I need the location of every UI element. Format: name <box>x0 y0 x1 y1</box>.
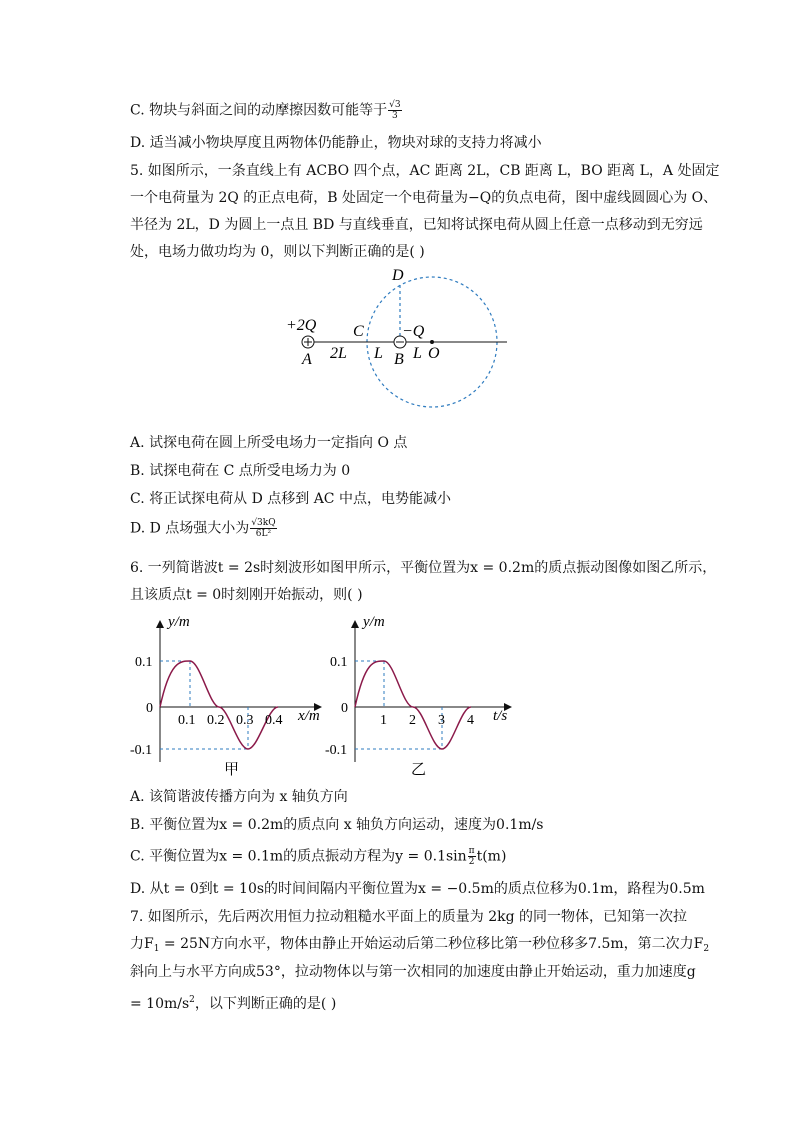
jia-tick-x-1: 0.1 <box>178 713 196 728</box>
q6-option-c-denominator: 2 <box>468 857 475 867</box>
yi-tick-x-1: 1 <box>380 713 387 728</box>
q6-option-c-fraction <box>468 846 476 867</box>
q5-option-d-fraction <box>250 518 276 539</box>
q5-label-b: B <box>394 351 404 368</box>
q5-figure <box>270 265 520 415</box>
q6-stem-line-1: 6. 一列简谐波t = 2s时刻波形如图甲所示，平衡位置为x = 0.2m的质点振动图像如图乙所示， <box>130 560 717 576</box>
q5-label-o: O <box>428 345 440 362</box>
yi-tick-x-4: 4 <box>467 713 474 728</box>
q4-option-c <box>130 100 700 121</box>
q6-option-b: B. 平衡位置为x = 0.2m的质点向 x 轴负方向运动，速度为0.1m/s <box>130 817 544 833</box>
q5-label-d: D <box>392 267 404 284</box>
q7-stem-4a: = 10m/s <box>130 996 190 1012</box>
q4-option-c-denominator: 3 <box>391 111 398 121</box>
q5-label-c: C <box>353 323 364 340</box>
yi-tick-x-3: 3 <box>438 713 445 728</box>
jia-tick-origin: 0 <box>146 701 153 716</box>
q6-option-c-text: C. 平衡位置为x = 0.1m的质点振动方程为y = 0.1sin <box>130 848 467 865</box>
q7-stem-line-2 <box>130 934 710 959</box>
q7-stem-4b: ，以下判断正确的是( ) <box>194 996 337 1012</box>
yi-xlabel: t/s <box>493 708 508 724</box>
jia-ylabel: y/m <box>168 614 190 630</box>
q7-stem-2-sub2: 2 <box>703 944 710 954</box>
q5-label-plus2q: +2Q <box>286 317 317 334</box>
q7-stem-2-sub1: 1 <box>153 944 160 954</box>
q6-graph-jia <box>130 612 330 782</box>
q6-option-a: A. 该简谐波传播方向为 x 轴负方向 <box>130 789 348 805</box>
q6-option-c-suffix: t(m) <box>476 848 507 865</box>
q5-label-l1: L <box>374 345 383 362</box>
q5-label-minusq: −Q <box>402 323 425 340</box>
q6-graph-yi <box>325 612 525 782</box>
q7-stem-2a: 力F <box>130 936 154 952</box>
q5-option-d-numerator: √3kQ <box>251 518 276 528</box>
q5-label-a: A <box>302 351 312 368</box>
yi-sine-curve <box>355 661 471 749</box>
q5-option-d <box>130 518 700 539</box>
q6-stem-line-2: 且该质点t = 0时刻刚开始振动，则( ) <box>130 587 363 603</box>
jia-tick-x-4: 0.4 <box>265 713 283 728</box>
q5-option-c: C. 将正试探电荷从 D 点移到 AC 中点，电势能减小 <box>130 491 451 507</box>
q4-option-d: D. 适当减小物块厚度且两物体仍能静止，物块对球的支持力将减小 <box>130 135 542 151</box>
q5-option-d-denominator: 6L² <box>255 529 272 539</box>
q5-stem-line-4: 处，电场力做功均为 0，则以下判断正确的是( ) <box>130 244 425 260</box>
q5-stem-line-1: 5. 如图所示，一条直线上有 ACBO 四个点，AC 距离 2L，CB 距离 L，BO 距离 L，A 处固定 <box>130 163 720 179</box>
jia-tick-x-2: 0.2 <box>207 713 225 728</box>
jia-tick-x-3: 0.3 <box>236 713 254 728</box>
jia-tick-y-bottom: -0.1 <box>130 743 153 758</box>
q5-center-dot-icon <box>430 340 434 344</box>
jia-xlabel: x/m <box>298 708 320 724</box>
q6-option-d: D. 从t = 0到t = 10s的时间间隔内平衡位置为x = −0.5m的质点位移为0.1m，路程为0.5m <box>130 881 705 897</box>
q5-option-d-text: D. D 点场强大小为 <box>130 520 250 537</box>
q4-option-c-fraction <box>388 100 401 121</box>
q5-label-2l: 2L <box>330 345 347 362</box>
yi-caption: 乙 <box>411 762 427 778</box>
q4-option-c-numerator: √3 <box>389 100 401 110</box>
q5-stem-line-3: 半径为 2L，D 为圆上一点且 BD 与直线垂直，已知将试探电荷从圆上任意一点移动到无穷远 <box>130 217 703 233</box>
q7-stem-4-sup: 2 <box>189 995 195 1005</box>
q6-option-c-numerator: π <box>468 846 475 856</box>
q5-stem-line-2: 一个电荷量为 2Q 的正点电荷，B 处固定一个电荷量为−Q的负点电荷，图中虚线圆圆心为 O、 <box>130 190 718 206</box>
q7-stem-line-4 <box>130 990 700 1014</box>
jia-caption: 甲 <box>224 762 240 778</box>
yi-tick-origin: 0 <box>341 701 348 716</box>
q4-option-c-text: C. 物块与斜面之间的动摩擦因数可能等于 <box>130 102 388 119</box>
jia-tick-y-top: 0.1 <box>135 655 153 670</box>
yi-ylabel: y/m <box>363 614 385 630</box>
q5-option-b: B. 试探电荷在 C 点所受电场力为 0 <box>130 463 351 479</box>
yi-tick-y-bottom: -0.1 <box>325 743 348 758</box>
yi-tick-y-top: 0.1 <box>330 655 348 670</box>
q7-stem-2b: = 25N方向水平，物体由静止开始运动后第二秒位移比第一秒位移多7.5m，第二次力F <box>159 936 704 952</box>
jia-sine-curve <box>160 661 278 749</box>
q7-stem-line-1: 7. 如图所示，先后两次用恒力拉动粗糙水平面上的质量为 2kg 的同一物体，已知第一次拉 <box>130 909 688 925</box>
q6-option-c <box>130 846 700 867</box>
yi-tick-x-2: 2 <box>409 713 416 728</box>
q7-stem-line-3: 斜向上与水平方向成53°，拉动物体以与第一次相同的加速度由静止开始运动，重力加速度g <box>130 964 696 980</box>
q5-label-l2: L <box>413 345 422 362</box>
q5-option-a: A. 试探电荷在圆上所受电场力一定指向 O 点 <box>130 435 408 451</box>
